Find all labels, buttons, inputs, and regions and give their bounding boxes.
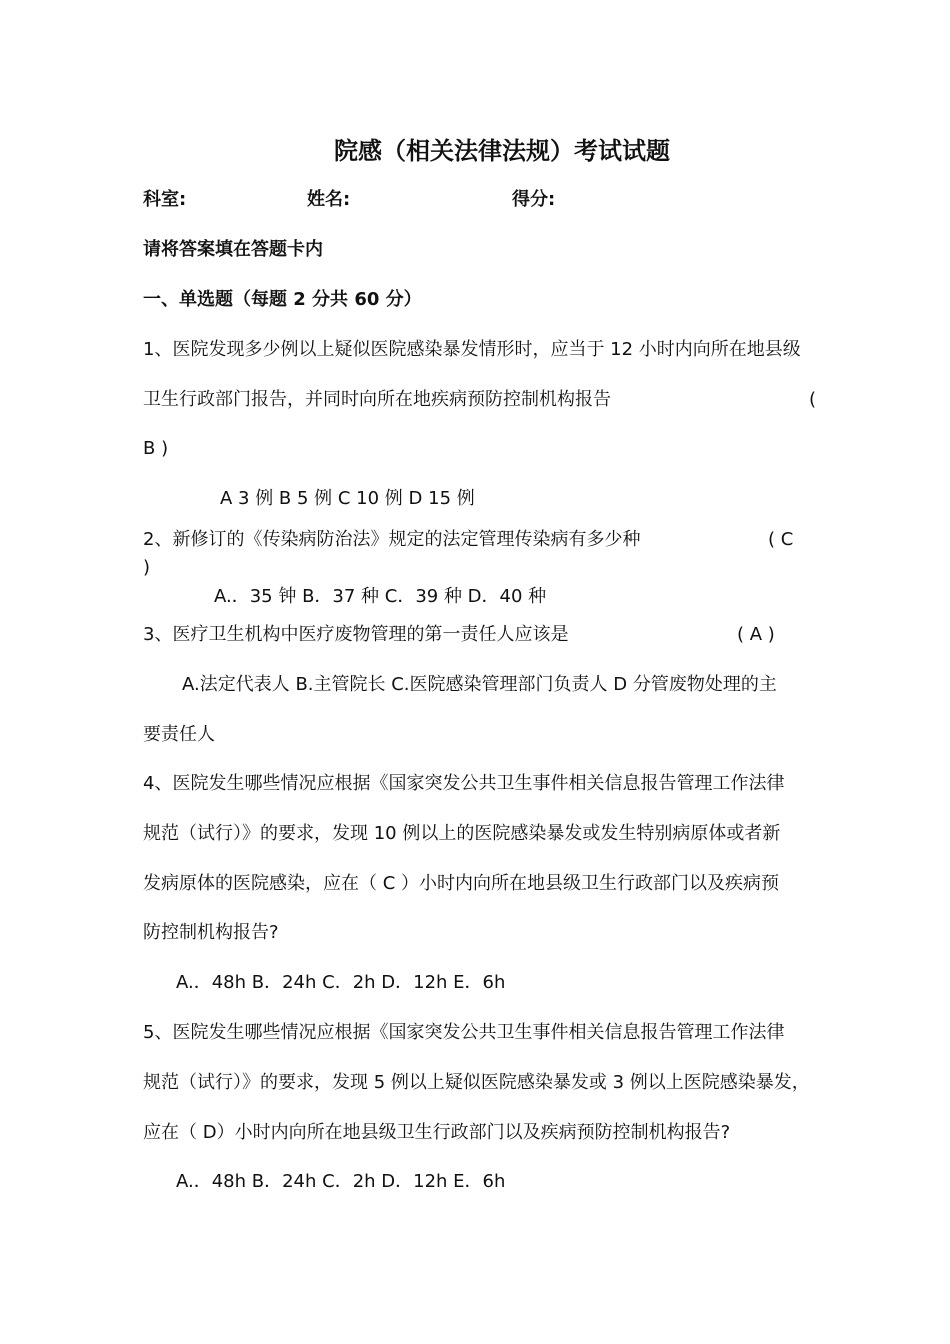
question-options: A 3 例 B 5 例 C 10 例 D 15 例 [220,488,475,509]
question-text-line: 发病原体的医院感染，应在（ C ）小时内向所在地县级卫生行政部门以及疾病预 [143,873,780,894]
answer-text: B ) [143,438,169,459]
score-field-label: 得分: [512,189,556,210]
name-field-label: 姓名: [307,189,351,210]
department-field-label: 科室: [143,189,187,210]
document-title: 院感（相关法律法规）考试试题 [334,137,670,165]
question-text-line: 5、医院发生哪些情况应根据《国家突发公共卫生事件相关信息报告管理工作法律 [143,1022,785,1043]
question-options: A.．48h B．24h C．2h D．12h E．6h [176,1171,506,1192]
question-text-line: 应在（ D）小时内向所在地县级卫生行政部门以及疾病预防控制机构报告? [143,1122,731,1143]
section-heading: 一、单选题（每题 2 分共 60 分） [143,289,422,310]
question-options: A.．35 钟 B．37 种 C．39 种 D．40 种 [214,586,547,607]
question-text-line: 2、新修订的《传染病防治法》规定的法定管理传染病有多少种 [143,529,641,550]
question-text-line: 4、医院发生哪些情况应根据《国家突发公共卫生事件相关信息报告管理工作法律 [143,773,785,794]
answer-text: ( C [768,529,794,550]
question-text-line: 3、医疗卫生机构中医疗废物管理的第一责任人应该是 [143,624,569,645]
instruction-text: 请将答案填在答题卡内 [143,239,323,260]
question-text-line: 防控制机构报告? [143,922,279,943]
question-text-line: 规范（试行）》的要求，发现 5 例以上疑似医院感染暴发或 3 例以上医院感染暴发， [143,1072,810,1093]
question-options: A.．48h B．24h C．2h D．12h E．6h [176,972,506,993]
answer-bracket: ) [143,557,151,578]
question-text-line: 1、医院发现多少例以上疑似医院感染暴发情形时，应当于 12 小时内向所在地县级 [143,339,801,360]
question-options: 要责任人 [143,724,215,745]
question-text-line: 卫生行政部门报告，并同时向所在地疾病预防控制机构报告 [143,389,611,410]
question-text-line: 规范（试行）》的要求，发现 10 例以上的医院感染暴发或发生特别病原体或者新 [143,823,781,844]
question-options: A.法定代表人 B.主管院长 C.医院感染管理部门负责人 D 分管废物处理的主 [182,674,777,695]
answer-text: ( A ) [737,624,775,645]
answer-bracket: ( [809,389,817,410]
